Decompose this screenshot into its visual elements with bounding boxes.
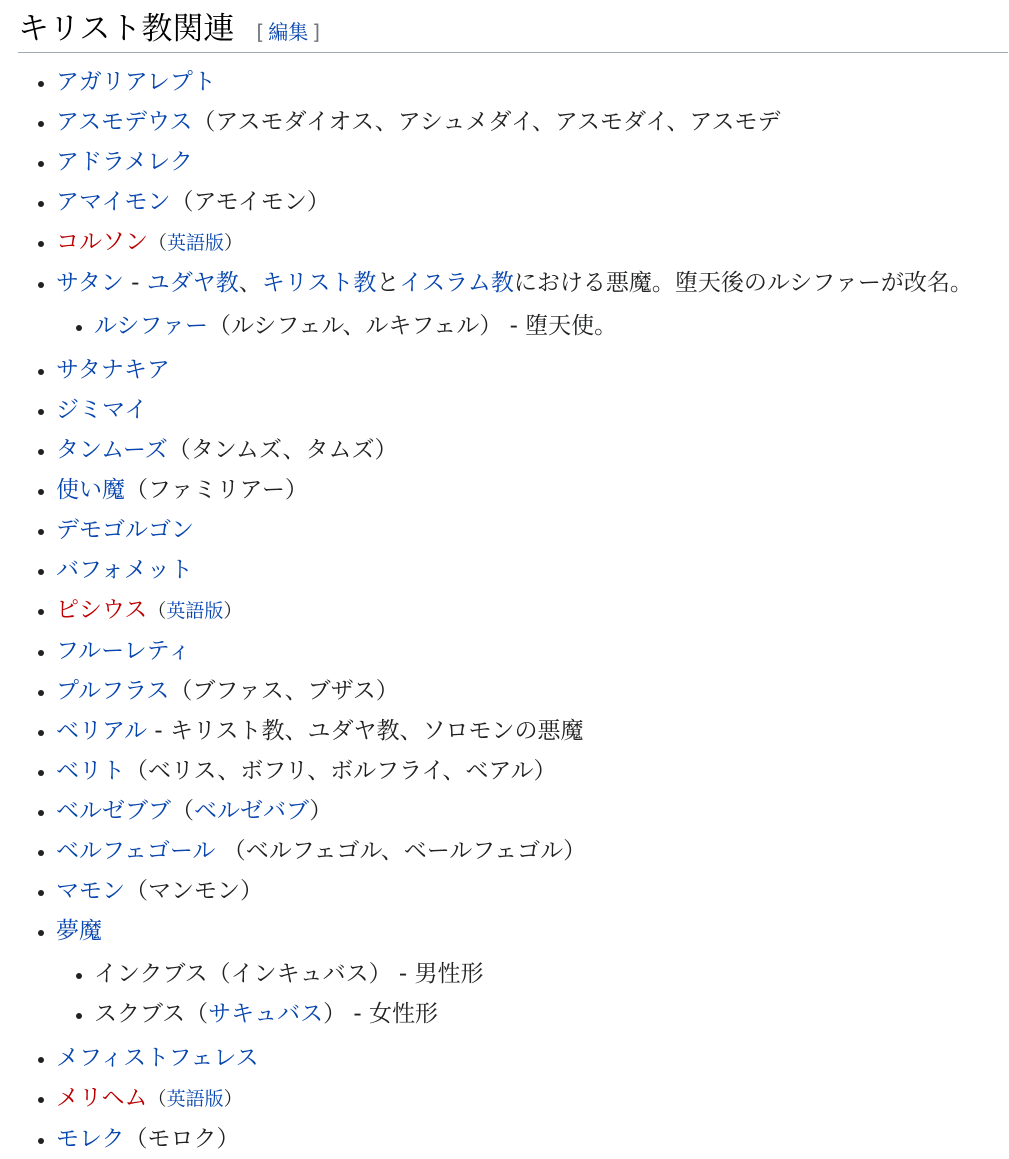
paren-open: （ — [147, 1088, 167, 1110]
paren-open: （ — [147, 600, 167, 622]
list-item — [18, 751, 1009, 791]
entry-text: インクブス（インキュバス） - 男性形 — [94, 961, 484, 987]
entry-note: （ファミリアー） — [125, 477, 308, 503]
entry-link[interactable]: ベリト — [56, 758, 125, 784]
paren-close: ） — [309, 798, 333, 824]
list-item — [18, 390, 1009, 430]
section-heading — [18, 8, 1008, 53]
list-item — [18, 350, 1009, 390]
list-item — [18, 142, 1009, 182]
sub-list-item — [56, 306, 1009, 346]
entry-link[interactable]: アスモデウス — [56, 109, 193, 135]
entry-link[interactable]: バフォメット — [56, 557, 193, 583]
list-item — [18, 590, 1009, 631]
entry-text: ） - 女性形 — [323, 1001, 439, 1027]
entry-link[interactable]: プルフラス — [56, 678, 170, 704]
entry-note: （タンムズ、タムズ） — [167, 437, 398, 463]
entry-link[interactable]: サキュバス — [208, 1001, 324, 1027]
list-item — [18, 671, 1009, 711]
entry-link[interactable]: メフィストフェレス — [56, 1045, 259, 1071]
entry-link-missing[interactable]: ピシウス — [56, 597, 148, 623]
list-item — [18, 182, 1009, 222]
paren-close: ） — [223, 1088, 243, 1110]
entry-link[interactable]: ベルフェゴール — [56, 838, 216, 864]
entry-link[interactable]: 夢魔 — [56, 918, 102, 944]
list-item — [18, 430, 1009, 470]
edit-bracket-open: [ — [256, 20, 265, 44]
entry-note: （ブファス、ブザス） — [169, 678, 399, 704]
separator-text: - — [123, 270, 147, 296]
list-item — [18, 791, 1009, 831]
entry-link[interactable]: ベルゼブブ — [56, 798, 171, 824]
list-item — [18, 1038, 1009, 1078]
list-item — [18, 831, 1009, 871]
entry-note: - キリスト教、ユダヤ教、ソロモンの悪魔 — [147, 718, 584, 744]
entry-description: における悪魔。堕天後のルシファーが改名。 — [513, 270, 973, 296]
entry-note: （モロク） — [124, 1126, 240, 1152]
entry-link[interactable]: タンムーズ — [56, 437, 168, 463]
list-item — [18, 263, 1009, 346]
list-item — [18, 510, 1009, 550]
list-item — [18, 550, 1009, 590]
list-item — [18, 631, 1009, 671]
christianity-link[interactable]: キリスト教 — [261, 270, 377, 296]
english-version-link[interactable]: 英語版 — [167, 232, 225, 254]
entry-note: （アモイモン） — [170, 189, 330, 215]
entry-link[interactable]: アドラメレク — [56, 149, 193, 175]
connector-text: 、 — [238, 270, 262, 296]
entry-link[interactable]: アガリアレプト — [56, 69, 216, 95]
entry-link[interactable]: デモゴルゴン — [56, 517, 194, 543]
alias-link[interactable]: ベルゼバブ — [194, 798, 310, 824]
entry-link-missing[interactable]: メリヘム — [56, 1085, 148, 1111]
judaism-link[interactable]: ユダヤ教 — [146, 270, 239, 296]
list-item — [18, 1078, 1009, 1119]
entry-link[interactable]: サタン — [56, 270, 124, 296]
entry-link[interactable]: 使い魔 — [56, 477, 125, 503]
entry-note: （アスモダイオス、アシュメダイ、アスモダイ、アスモデ — [192, 109, 781, 135]
entry-note: （ベルフェゴル、ベールフェゴル） — [215, 838, 587, 864]
paren-close: ） — [224, 232, 244, 254]
sub-list-item — [56, 954, 1009, 994]
edit-section — [256, 16, 320, 45]
entry-link[interactable]: フルーレティ — [56, 638, 191, 664]
entry-note: （ベリス、ボフリ、ボルフライ、ベアル） — [125, 758, 557, 784]
list-item — [18, 911, 1009, 1034]
edit-link[interactable]: 編集 — [268, 20, 309, 44]
entry-list — [18, 62, 1009, 1159]
list-item — [18, 470, 1009, 510]
english-version-link[interactable]: 英語版 — [166, 1088, 224, 1110]
paren-open: （ — [148, 232, 168, 254]
entry-link[interactable]: ベリアル — [56, 718, 148, 744]
paren-open: （ — [171, 798, 194, 824]
entry-link[interactable]: アマイモン — [56, 189, 171, 215]
entry-text: スクブス（ — [94, 1001, 209, 1027]
entry-note: （ルシフェル、ルキフェル） - 堕天使。 — [207, 313, 618, 339]
sub-list — [56, 306, 1009, 346]
entry-link[interactable]: サタナキア — [56, 357, 170, 383]
islam-link[interactable]: イスラム教 — [399, 270, 514, 296]
section-title: キリスト教関連 — [18, 11, 235, 47]
paren-close: ） — [223, 600, 243, 622]
list-item — [18, 711, 1009, 751]
list-item — [18, 222, 1009, 263]
sub-list-item — [56, 994, 1009, 1034]
list-item — [18, 871, 1009, 911]
list-item — [18, 62, 1009, 102]
sub-list — [56, 954, 1009, 1034]
connector-text: と — [376, 270, 400, 296]
entry-link[interactable]: モレク — [56, 1126, 125, 1152]
entry-note: （マンモン） — [125, 878, 263, 904]
english-version-link[interactable]: 英語版 — [166, 600, 224, 622]
entry-link[interactable]: ルシファー — [94, 313, 208, 339]
list-item — [18, 1119, 1009, 1159]
entry-link[interactable]: ジミマイ — [56, 397, 148, 423]
list-item — [18, 102, 1009, 142]
entry-link-missing[interactable]: コルソン — [56, 229, 148, 255]
edit-bracket-close: ] — [312, 20, 321, 44]
entry-link[interactable]: マモン — [56, 878, 125, 904]
